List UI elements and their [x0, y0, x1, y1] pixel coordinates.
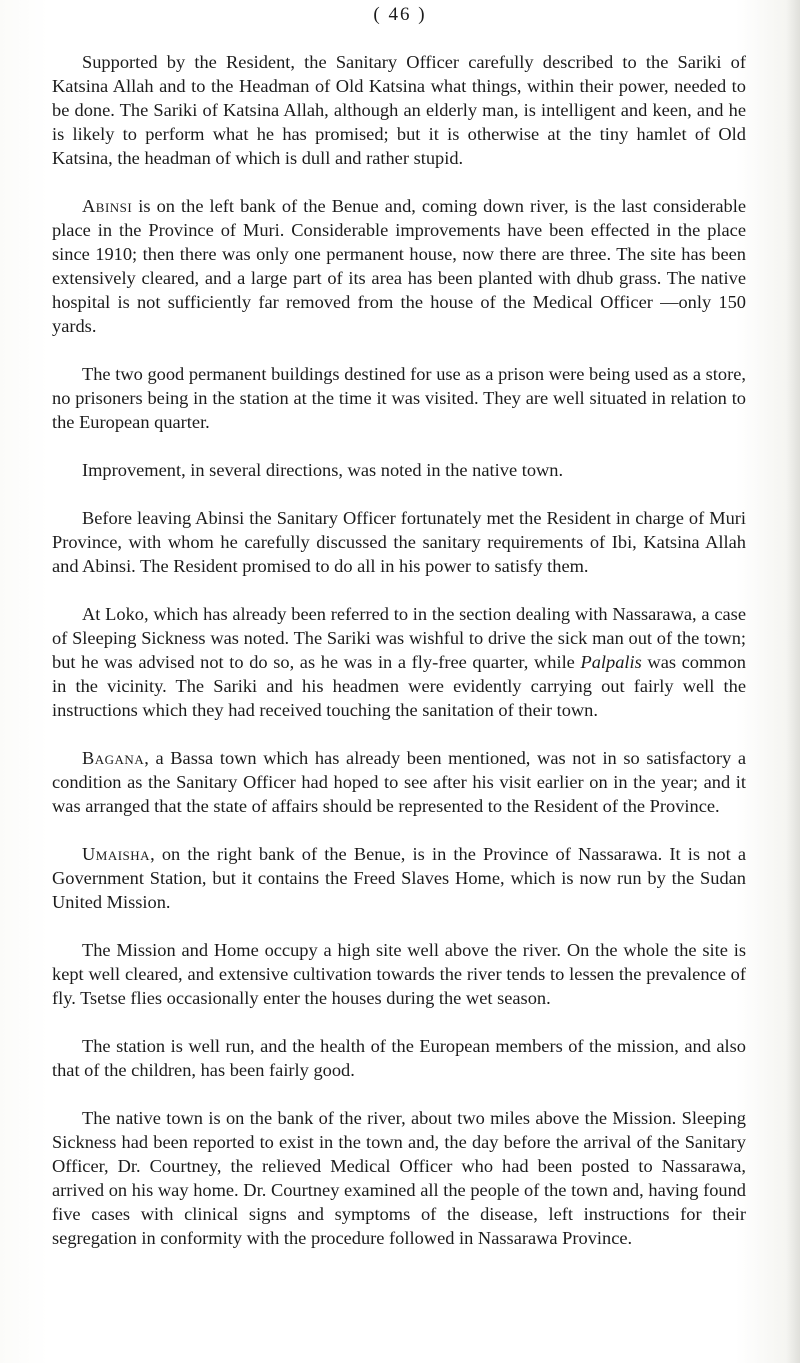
place-heading: Umaisha: [82, 844, 151, 864]
place-heading: Abinsi: [82, 196, 133, 216]
paragraph: Improvement, in several directions, was noted in the native town.: [82, 460, 564, 480]
italic-term: Palpalis: [580, 652, 642, 672]
paragraph: Bagana, a Bassa town which has already been mentioned, was not in so satisfactory a condition as the Sanitary Officer had hoped to see after his visit earlier on in the year; and it was arranged that the state of affairs should be represented to the Resident of the Province.: [52, 748, 746, 816]
page-number: ( 46 ): [373, 4, 427, 25]
paragraph: Umaisha, on the right bank of the Benue, is in the Province of Nassarawa. It is not a Government Station, but it contains the Freed Slaves Home, which is now run by the Sudan United Mission.: [52, 844, 746, 912]
paragraph: Supported by the Resident, the Sanitary Officer carefully described to the Sariki of Katsina Allah and to the Headman of Old Katsina what things, within their power, needed to be done. The Sariki of Katsina Allah, although an elderly man, is intelligent and keen, and he is likely to perform what he has promised; but it is otherwise at the tiny hamlet of Old Katsina, the headman of which is dull and rather stupid.: [52, 52, 746, 168]
place-heading: Bagana: [82, 748, 145, 768]
paragraph: Abinsi is on the left bank of the Benue and, coming down river, is the last considerable place in the Province of Muri. Considerable improvements have been effected in the place since 1910; then there was only one permanent house, now there are three. The site has been extensively cleared, and a large part of its area has been planted with dhub grass. The native hospital is not sufficiently far removed from the house of the Medical Officer —only 150 yards.: [52, 196, 746, 336]
body-text: [52, 50, 746, 1274]
paragraph: The station is well run, and the health of the European members of the mission, and also that of the children, has been fairly good.: [52, 1036, 746, 1080]
paragraph: The Mission and Home occupy a high site well above the river. On the whole the site is kept well cleared, and extensive cultivation towards the river tends to lessen the prevalence of fly. Tsetse flies occasionally enter the houses during the wet season.: [52, 940, 746, 1008]
paragraph: Before leaving Abinsi the Sanitary Officer fortunately met the Resident in charge of Muri Province, with whom he carefully discussed the sanitary requirements of Ibi, Katsina Allah and Abinsi. The Resident promised to do all in his power to satisfy them.: [52, 508, 746, 576]
paragraph: At Loko, which has already been referred to in the section dealing with Nassarawa, a case of Sleeping Sickness was noted. The Sariki was wishful to drive the sick man out of the town; but he was advised not to do so, as he was in a fly-free quarter, while Palpalis was common in the vicinity. The Sariki and his headmen were evidently carrying out fairly well the instructions which they had received touching the sanitation of their town.: [52, 604, 746, 720]
page-edge-shadow: [786, 0, 800, 1363]
paragraph: The native town is on the bank of the river, about two miles above the Mission. Sleeping Sickness had been reported to exist in the town and, the day before the arrival of the Sanitary Officer, Dr. Courtney, the relieved Medical Officer who had been posted to Nassarawa, arrived on his way home. Dr. Courtney examined all the people of the town and, having found five cases with clinical signs and symptoms of the disease, left instructions for their segregation in conformity with the procedure followed in Nassarawa Province.: [52, 1108, 746, 1248]
paragraph: The two good permanent buildings destined for use as a prison were being used as a store, no prisoners being in the station at the time it was visited. They are well situated in relation to the European quarter.: [52, 364, 746, 432]
